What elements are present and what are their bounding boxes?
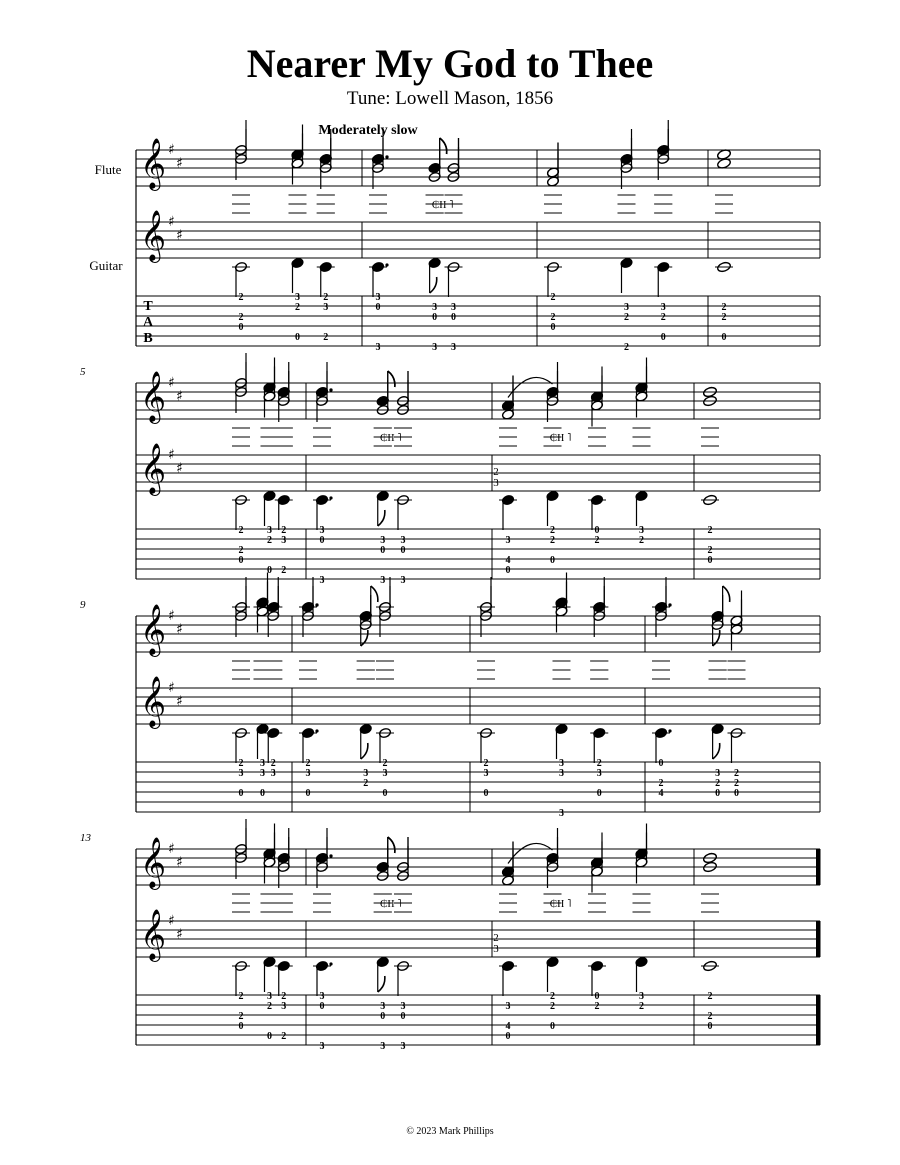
tab-fret-number: 2 — [238, 545, 244, 556]
system-4-guitar-key-signature: ♯ — [168, 913, 175, 929]
system-1-guitar-key-signature: ♯ — [168, 214, 175, 230]
tab-fret-number: 0 — [483, 788, 489, 799]
system-1-guitar-treble-clef: 𝄞 — [140, 210, 167, 261]
tab-fret-number: 3 — [400, 1001, 406, 1012]
measure-number: 9 — [80, 599, 86, 611]
system-3-guitar-bass-note-flag — [713, 743, 720, 759]
measure-number: 5 — [80, 366, 86, 378]
tab-fret-number: 2 — [550, 312, 556, 323]
tab-fret-number: 2 — [550, 535, 555, 546]
tab-fret-number: 2 — [267, 535, 272, 546]
tab-fret-number: 0 — [596, 788, 602, 799]
tab-clef-letter: T — [143, 299, 153, 314]
tab-bass-fret-number: 2 — [323, 332, 329, 343]
system-4-flute-key-signature: ♯ — [176, 854, 183, 871]
tab-fret-number: 0 — [260, 788, 265, 799]
tab-fret-number: 2 — [295, 302, 300, 313]
tab-fret-number: 0 — [238, 1021, 244, 1032]
tab-bass-fret-number: 0 — [267, 1031, 272, 1042]
tab-fret-number: 2 — [734, 778, 739, 789]
tab-fret-number: 2 — [238, 525, 244, 536]
system-3-guitar-melody-note-flag — [371, 586, 378, 602]
tab-clef-letter: A — [142, 315, 154, 330]
instrument-label-flute: Flute — [94, 162, 122, 177]
tab-fret-number: 0 — [305, 788, 311, 799]
tab-fret-number: 3 — [639, 991, 644, 1002]
tab-fret-number: 3 — [319, 991, 325, 1002]
tab-fret-number: 0 — [550, 1021, 555, 1032]
system-1-flute-key-signature: ♯ — [168, 142, 175, 158]
tab-bass-fret-number: 3 — [319, 575, 325, 586]
tab-fret-number: 2 — [238, 758, 244, 769]
tab-fret-number: 3 — [267, 525, 272, 536]
tab-bass-fret-number: 3 — [380, 575, 386, 586]
tab-fret-number: 0 — [451, 312, 456, 323]
tab-fret-number: 3 — [267, 991, 272, 1002]
system-1-guitar-melody-note-dot — [385, 155, 388, 158]
system-2-guitar-key-signature: ♯ — [176, 460, 183, 477]
slur — [508, 843, 553, 863]
fingering-number: 2 — [493, 932, 499, 944]
tab-fret-number: 3 — [375, 292, 381, 303]
tab-bass-fret-number: 2 — [624, 342, 629, 353]
tab-bass-fret-number: 0 — [660, 332, 666, 343]
tab-fret-number: 3 — [319, 525, 325, 536]
tab-fret-number: 0 — [658, 758, 664, 769]
tab-fret-number: 2 — [281, 991, 287, 1002]
measure-number: 13 — [80, 832, 91, 844]
copyright-notice: © 2023 Mark Phillips — [406, 1126, 494, 1137]
barre-marking: ₵II ˥ — [379, 432, 402, 444]
tab-bass-fret-number: 2 — [281, 1031, 287, 1042]
system-4-guitar-treble-clef: 𝄞 — [140, 909, 167, 960]
system-3-guitar-key-signature: ♯ — [168, 680, 175, 696]
fingering-number: 3 — [493, 943, 499, 955]
tab-fret-number: 0 — [715, 788, 721, 799]
tab-fret-number: 3 — [559, 768, 564, 779]
fingering-number: 3 — [493, 477, 499, 489]
tab-fret-number: 2 — [281, 525, 287, 536]
system-4-guitar-key-signature: ♯ — [176, 926, 183, 943]
system-4-guitar-melody-note-dot — [329, 854, 332, 857]
system-3-flute-treble-clef: 𝄞 — [140, 604, 167, 655]
system-4-flute-treble-clef: 𝄞 — [140, 837, 167, 888]
system-4-guitar-bass-note-flag — [378, 976, 385, 992]
tab-fret-number: 3 — [432, 302, 438, 313]
system-2-flute-key-signature: ♯ — [176, 388, 183, 405]
tab-bass-fret-number: 3 — [400, 1041, 406, 1052]
tab-fret-number: 2 — [707, 991, 713, 1002]
tab-fret-number: 0 — [505, 1031, 511, 1042]
tab-fret-number: 2 — [305, 758, 311, 769]
tab-fret-number: 0 — [375, 302, 381, 313]
system-3-guitar-bass-note-dot — [668, 729, 671, 732]
tab-fret-number: 3 — [559, 758, 564, 769]
tab-fret-number: 3 — [505, 1001, 511, 1012]
system-2-guitar-melody-note-dot — [329, 388, 332, 391]
score-subtitle: Tune: Lowell Mason, 1856 — [346, 88, 554, 109]
system-3-flute-note-flag — [713, 630, 720, 646]
tab-fret-number: 0 — [505, 565, 511, 576]
tab-bass-fret-number: 3 — [559, 808, 564, 819]
tab-fret-number: 3 — [380, 1001, 386, 1012]
tab-fret-number: 0 — [594, 525, 600, 536]
tab-fret-number: 2 — [550, 525, 555, 536]
system-4-guitar-bass-note-dot — [329, 962, 332, 965]
final-bar-line — [816, 921, 820, 957]
system-2-guitar-key-signature: ♯ — [168, 447, 175, 463]
tab-fret-number: 2 — [707, 1011, 713, 1022]
tab-clef-letter: B — [143, 331, 153, 346]
tab-fret-number: 2 — [639, 535, 644, 546]
final-bar-line — [816, 849, 820, 885]
system-3-flute-key-signature: ♯ — [176, 621, 183, 638]
tab-fret-number: 2 — [238, 1011, 244, 1022]
system-1-guitar-key-signature: ♯ — [176, 227, 183, 244]
tab-fret-number: 0 — [594, 991, 600, 1002]
tab-fret-number: 4 — [505, 555, 511, 566]
tab-bass-fret-number: 3 — [375, 342, 381, 353]
tab-bass-fret-number: 3 — [451, 342, 456, 353]
system-4-guitar-melody-note-flag — [388, 837, 395, 853]
system-3-guitar-bass-note-flag — [361, 743, 368, 759]
final-bar-line — [816, 995, 820, 1045]
tab-fret-number: 4 — [505, 1021, 511, 1032]
system-1-flute-key-signature: ♯ — [176, 155, 183, 172]
tab-fret-number: 2 — [550, 1001, 555, 1012]
tab-bass-fret-number: 0 — [295, 332, 300, 343]
instrument-label-guitar: Guitar — [89, 258, 123, 273]
system-2-guitar-treble-clef: 𝄞 — [140, 443, 167, 494]
system-3-guitar-melody-note-dot — [668, 603, 671, 606]
tab-fret-number: 0 — [380, 1011, 386, 1022]
system-1-guitar-bass-note-dot — [385, 263, 388, 266]
system-3-guitar-melody-note-flag — [723, 586, 730, 602]
tab-fret-number: 3 — [281, 1001, 287, 1012]
tab-fret-number: 3 — [596, 768, 602, 779]
tab-fret-number: 0 — [400, 1011, 406, 1022]
tab-fret-number: 4 — [658, 788, 664, 799]
tab-fret-number: 2 — [483, 758, 489, 769]
tab-fret-number: 3 — [624, 302, 629, 313]
tab-fret-number: 2 — [267, 1001, 272, 1012]
tab-fret-number: 3 — [260, 768, 265, 779]
system-1-guitar-melody-note-flag — [440, 138, 447, 154]
tab-fret-number: 2 — [323, 292, 329, 303]
system-2-guitar-bass-note-dot — [329, 496, 332, 499]
tab-fret-number: 3 — [363, 768, 369, 779]
system-3-guitar-key-signature: ♯ — [176, 693, 183, 710]
tab-fret-number: 0 — [380, 545, 386, 556]
tab-bass-fret-number: 0 — [721, 332, 727, 343]
tab-fret-number: 2 — [594, 1001, 600, 1012]
tab-fret-number: 3 — [270, 768, 276, 779]
tab-fret-number: 2 — [363, 778, 369, 789]
tab-fret-number: 2 — [624, 312, 629, 323]
system-3-guitar-treble-clef: 𝄞 — [140, 676, 167, 727]
tab-fret-number: 2 — [238, 292, 244, 303]
barre-marking: ₵II ˥ — [379, 898, 402, 910]
tab-fret-number: 2 — [238, 991, 244, 1002]
tab-fret-number: 0 — [550, 322, 556, 333]
system-2-guitar-melody-note-flag — [388, 371, 395, 387]
system-3-flute-note-flag — [361, 630, 368, 646]
tab-fret-number: 0 — [432, 312, 438, 323]
tab-bass-fret-number: 3 — [319, 1041, 325, 1052]
tab-fret-number: 3 — [660, 302, 666, 313]
system-4-flute-key-signature: ♯ — [168, 841, 175, 857]
tab-fret-number: 2 — [550, 292, 556, 303]
tab-fret-number: 3 — [505, 535, 511, 546]
tab-fret-number: 3 — [715, 768, 721, 779]
slur — [508, 377, 553, 397]
tab-fret-number: 2 — [658, 778, 664, 789]
tab-fret-number: 3 — [281, 535, 287, 546]
tab-fret-number: 0 — [707, 1021, 713, 1032]
tab-fret-number: 0 — [550, 555, 555, 566]
tab-fret-number: 2 — [550, 991, 555, 1002]
tab-fret-number: 0 — [238, 322, 244, 333]
tab-fret-number: 0 — [238, 555, 244, 566]
tab-fret-number: 2 — [721, 302, 727, 313]
barre-marking: ₵II ˥ — [549, 432, 572, 444]
tab-fret-number: 0 — [382, 788, 388, 799]
tab-bass-fret-number: 0 — [267, 565, 272, 576]
tab-fret-number: 3 — [483, 768, 489, 779]
tab-bass-fret-number: 3 — [380, 1041, 386, 1052]
tab-fret-number: 2 — [660, 312, 666, 323]
tab-fret-number: 3 — [400, 535, 406, 546]
tab-fret-number: 3 — [295, 292, 300, 303]
system-3-guitar-bass-note-dot — [315, 729, 318, 732]
tab-fret-number: 0 — [319, 535, 325, 546]
tab-fret-number: 0 — [400, 545, 406, 556]
tab-fret-number: 3 — [451, 302, 456, 313]
barre-marking: ₵II ˥ — [431, 199, 454, 211]
tab-bass-fret-number: 3 — [432, 342, 438, 353]
system-2-flute-key-signature: ♯ — [168, 375, 175, 391]
tab-fret-number: 0 — [707, 555, 713, 566]
tab-fret-number: 2 — [734, 768, 739, 779]
barre-marking: ₵II ˥ — [549, 898, 572, 910]
tab-fret-number: 3 — [305, 768, 311, 779]
tab-fret-number: 2 — [707, 545, 713, 556]
tab-fret-number: 0 — [238, 788, 244, 799]
tab-fret-number: 2 — [238, 312, 244, 323]
tab-fret-number: 3 — [382, 768, 388, 779]
tab-fret-number: 2 — [594, 535, 600, 546]
system-2-flute-treble-clef: 𝄞 — [140, 371, 167, 422]
tab-fret-number: 2 — [639, 1001, 644, 1012]
tab-fret-number: 2 — [721, 312, 727, 323]
system-3-guitar-melody-note-dot — [315, 603, 318, 606]
tab-fret-number: 3 — [323, 302, 329, 313]
tab-fret-number: 3 — [639, 525, 644, 536]
tab-fret-number: 2 — [596, 758, 602, 769]
tab-fret-number: 3 — [238, 768, 244, 779]
tab-bass-fret-number: 3 — [400, 575, 406, 586]
system-1-guitar-bass-note-flag — [430, 277, 437, 293]
system-3-flute-key-signature: ♯ — [168, 608, 175, 624]
tab-fret-number: 0 — [319, 1001, 325, 1012]
tab-fret-number: 2 — [382, 758, 388, 769]
tempo-marking: Moderately slow — [318, 123, 418, 138]
tab-fret-number: 0 — [734, 788, 739, 799]
tab-bass-fret-number: 2 — [281, 565, 287, 576]
tab-fret-number: 2 — [270, 758, 276, 769]
system-2-guitar-bass-note-flag — [378, 510, 385, 526]
tab-fret-number: 2 — [715, 778, 721, 789]
tab-fret-number: 3 — [380, 535, 386, 546]
tab-fret-number: 2 — [707, 525, 713, 536]
fingering-number: 2 — [493, 466, 499, 478]
score-title: Nearer My God to Thee — [246, 41, 654, 86]
tab-fret-number: 3 — [260, 758, 265, 769]
system-1-flute-treble-clef: 𝄞 — [140, 138, 167, 189]
